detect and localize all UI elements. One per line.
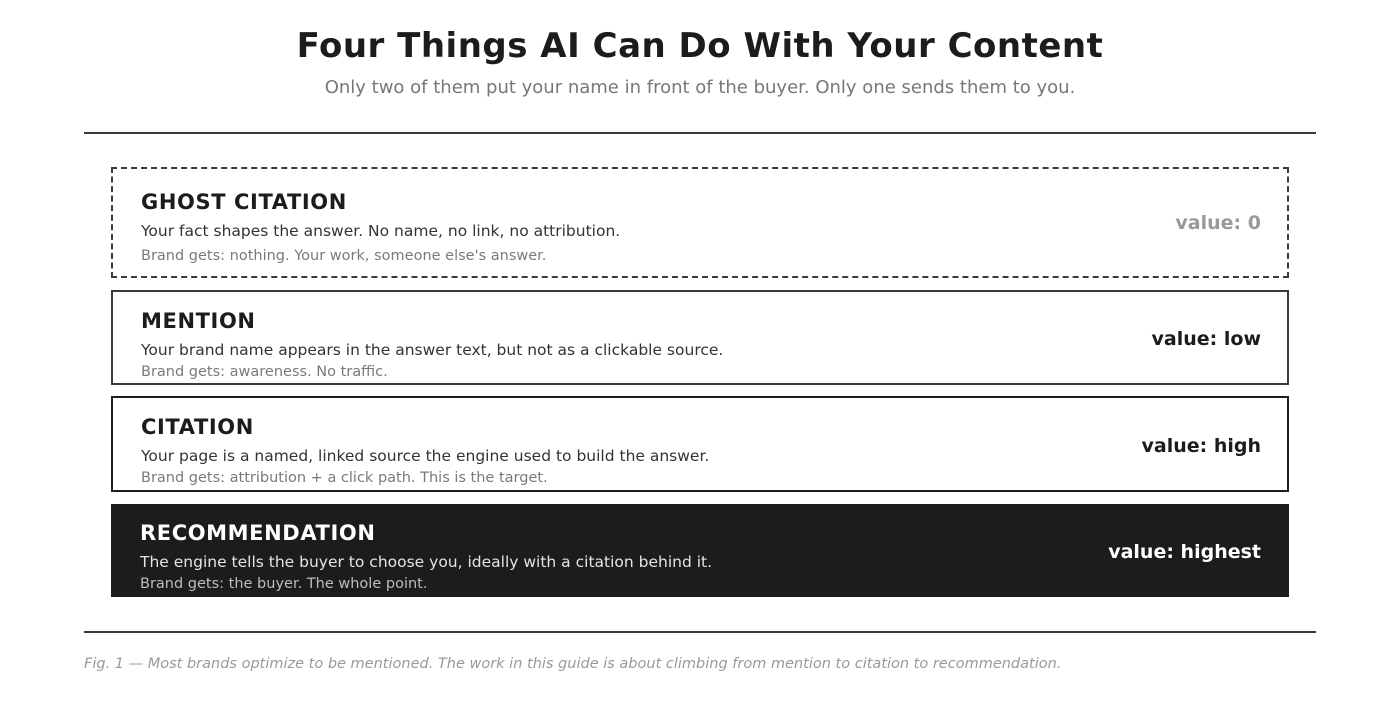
tier-card-citation bbox=[111, 396, 1289, 492]
tier-description: Your page is a named, linked source the engine used to build the answer. bbox=[141, 447, 710, 465]
tier-value: value: high bbox=[1141, 435, 1261, 457]
tier-value: value: 0 bbox=[1175, 212, 1261, 234]
tier-brand-gets: Brand gets: nothing. Your work, someone else's answer. bbox=[141, 248, 547, 264]
tier-description: Your fact shapes the answer. No name, no link, no attribution. bbox=[141, 222, 621, 240]
tier-brand-gets: Brand gets: awareness. No traffic. bbox=[141, 364, 388, 380]
tier-card-recommendation bbox=[111, 504, 1289, 597]
bottom-divider bbox=[84, 631, 1316, 633]
tier-name: RECOMMENDATION bbox=[140, 521, 376, 545]
tier-name: GHOST CITATION bbox=[141, 190, 347, 214]
tier-brand-gets: Brand gets: the buyer. The whole point. bbox=[140, 576, 428, 592]
tier-card-mention bbox=[111, 290, 1289, 385]
tier-value: value: highest bbox=[1108, 541, 1261, 563]
tier-brand-gets: Brand gets: attribution + a click path. This is the target. bbox=[141, 470, 548, 486]
figure-caption: Fig. 1 — Most brands optimize to be mentioned. The work in this guide is about climbing from mention to citation to recommendation. bbox=[84, 656, 1062, 672]
page-subtitle: Only two of them put your name in front of the buyer. Only one sends them to you. bbox=[324, 77, 1076, 98]
tier-name: MENTION bbox=[141, 309, 256, 333]
top-divider bbox=[84, 132, 1316, 134]
tier-description: Your brand name appears in the answer text, but not as a clickable source. bbox=[141, 341, 724, 359]
tier-value: value: low bbox=[1151, 328, 1261, 350]
tier-name: CITATION bbox=[141, 415, 254, 439]
tier-description: The engine tells the buyer to choose you, ideally with a citation behind it. bbox=[140, 553, 713, 571]
tier-card-ghost-citation bbox=[111, 167, 1289, 278]
page-title: Four Things AI Can Do With Your Content bbox=[296, 26, 1104, 66]
